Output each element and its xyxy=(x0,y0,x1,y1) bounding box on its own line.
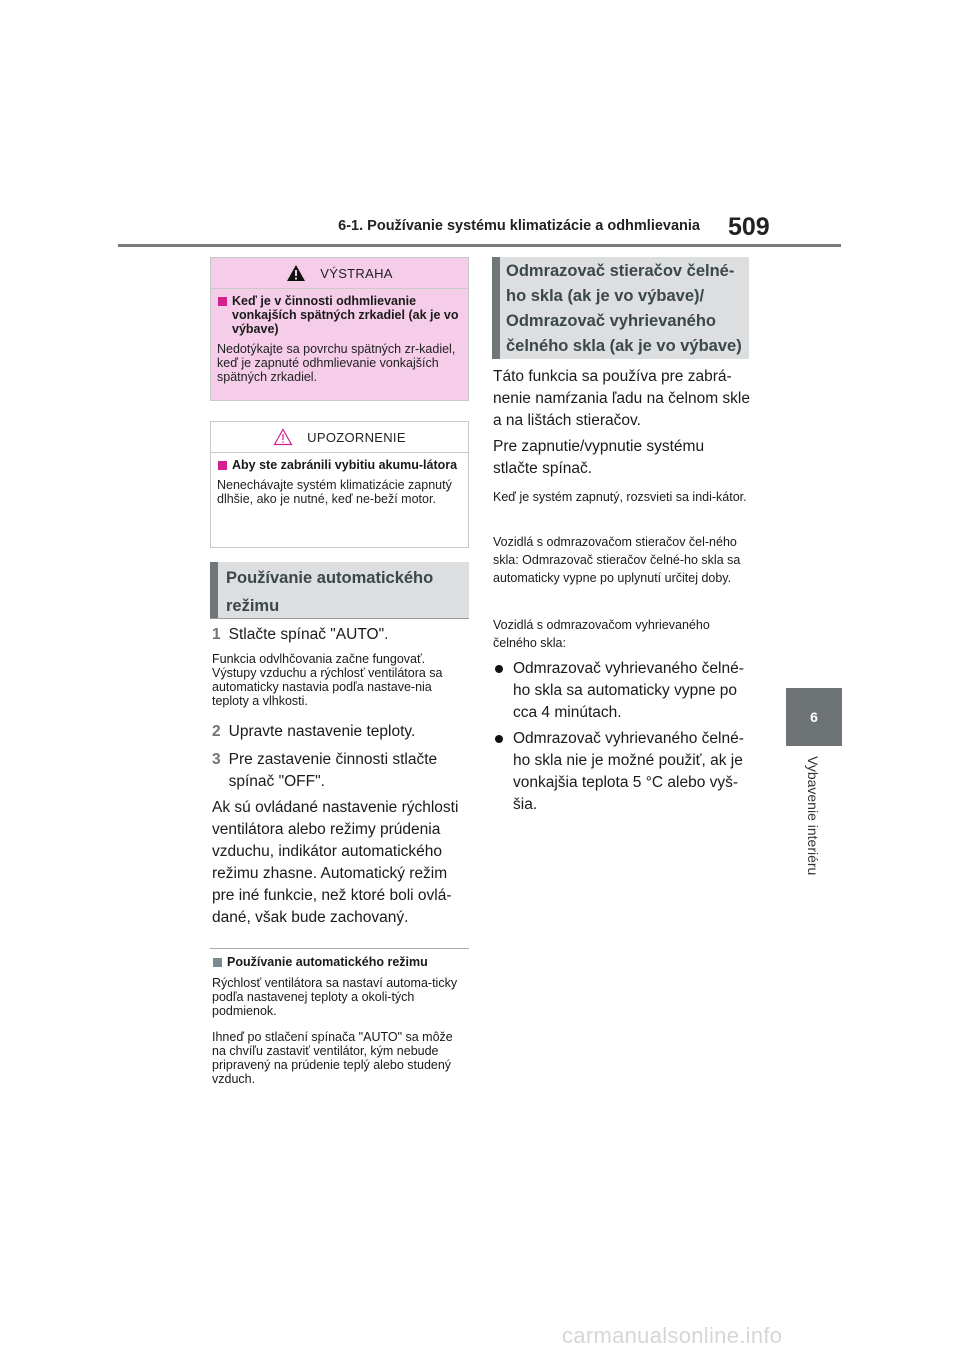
header-rule xyxy=(118,244,841,247)
bullet-dot-icon xyxy=(495,735,503,743)
warning-subheading xyxy=(217,294,462,336)
step-3 xyxy=(212,749,462,793)
section-heading-defog: Odmrazovač stieračov čelné-ho skla (ak je vo výbave)/ Odmrazovač vyhrievaného čelného skla (ak je vo výbave) xyxy=(492,257,749,359)
step-number: 1 xyxy=(212,626,221,643)
caution-box-header xyxy=(211,422,468,453)
page-number: 509 xyxy=(728,213,770,241)
auto-note-heading xyxy=(212,955,470,969)
step-text: Pre zastavenie činnosti stlačte spínač "OFF". xyxy=(228,751,438,790)
defog-bullet-1 xyxy=(493,658,755,724)
caution-subheading xyxy=(217,458,462,472)
step-1 xyxy=(212,624,470,646)
square-bullet-icon xyxy=(218,297,227,306)
step-2 xyxy=(212,721,470,743)
step-text: Upravte nastavenie teploty. xyxy=(228,723,416,740)
warning-triangle-icon xyxy=(286,264,306,282)
note-rule xyxy=(210,948,469,949)
warning-box xyxy=(210,257,469,401)
header-title: 6-1. Používanie systému klimatizácie a odhmlievania xyxy=(338,218,700,234)
step-number: 2 xyxy=(212,723,221,740)
caution-triangle-icon xyxy=(273,428,293,446)
bullet-text: Odmrazovač vyhrievaného čelné-ho skla sa automaticky vypne po cca 4 minútach. xyxy=(513,660,744,721)
warning-subheading-text: Keď je v činnosti odhmlievanie vonkajších spätných zrkadiel (ak je vo výbave) xyxy=(232,294,459,336)
defog-bullet-2 xyxy=(493,728,755,816)
step-text: Stlačte spínač "AUTO". xyxy=(228,626,389,643)
chapter-label: Vybavenie interiéru xyxy=(805,756,821,876)
defog-note-3: Vozidlá s odmrazovačom vyhrievaného čelného skla: xyxy=(493,618,710,650)
step-1-note: Funkcia odvlhčovania začne fungovať. Výstupy vzduchu a rýchlosť ventilátora sa automaticky nastavia podľa nastave-nia teploty a vlhkosti. xyxy=(212,652,443,708)
defog-note-1: Keď je systém zapnutý, rozsvieti sa indi-kátor. xyxy=(493,490,747,504)
defog-note-2: Vozidlá s odmrazovačom stieračov čel-ného skla: Odmrazovač stieračov čelné-ho skla sa automaticky vypne po uplynutí určitej doby. xyxy=(493,535,741,585)
defog-instruction: Pre zapnutie/vypnutie systému stlačte spínač. xyxy=(493,438,705,477)
section-heading-auto: Používanie automatického režimu xyxy=(210,562,469,618)
caution-box xyxy=(210,421,469,548)
caution-text: Nenechávajte systém klimatizácie zapnutý dlhšie, ako je nutné, keď ne-beží motor. xyxy=(217,478,452,506)
chapter-tab: 6 xyxy=(786,688,842,746)
warning-title: VÝSTRAHA xyxy=(320,265,393,281)
caution-subheading-text: Aby ste zabránili vybitiu akumu-látora xyxy=(232,458,458,472)
step-number: 3 xyxy=(212,751,221,768)
auto-note-text-2: Ihneď po stlačení spínača "AUTO" sa môže na chvíľu zastaviť ventilátor, kým nebude pripravený na prúdenie teplý alebo studený vzduch. xyxy=(212,1030,453,1086)
defog-intro: Táto funkcia sa používa pre zabrá-nenie namŕzania ľadu na čelnom skle a na lištách stieračov. xyxy=(493,368,750,429)
auto-paragraph: Ak sú ovládané nastavenie rýchlosti ventilátora alebo režimy prúdenia vzduchu, indikátor automatického režimu zhasne. Automatický režim pre iné funkcie, než ktoré boli ovlá-dané, však bude zachovaný. xyxy=(212,799,459,926)
warning-box-header xyxy=(211,258,468,289)
watermark: carmanualsonline.info xyxy=(562,1323,783,1348)
square-bullet-icon xyxy=(213,958,222,967)
section-rule xyxy=(210,618,469,619)
bullet-text: Odmrazovač vyhrievaného čelné-ho skla nie je možné použiť, ak je vonkajšia teplota 5 °C alebo vyš-šia. xyxy=(513,730,744,813)
caution-title: UPOZORNENIE xyxy=(307,429,406,445)
square-bullet-icon xyxy=(218,461,227,470)
bullet-dot-icon xyxy=(495,665,503,673)
auto-note-text-1: Rýchlosť ventilátora sa nastaví automa-ticky podľa nastavenej teploty a okoli-tých podmienok. xyxy=(212,976,458,1018)
auto-note-heading-text: Používanie automatického režimu xyxy=(227,955,428,969)
warning-text: Nedotýkajte sa povrchu spätných zr-kadiel, keď je zapnuté odhmlievanie vonkajších spätných zrkadiel. xyxy=(217,342,456,384)
